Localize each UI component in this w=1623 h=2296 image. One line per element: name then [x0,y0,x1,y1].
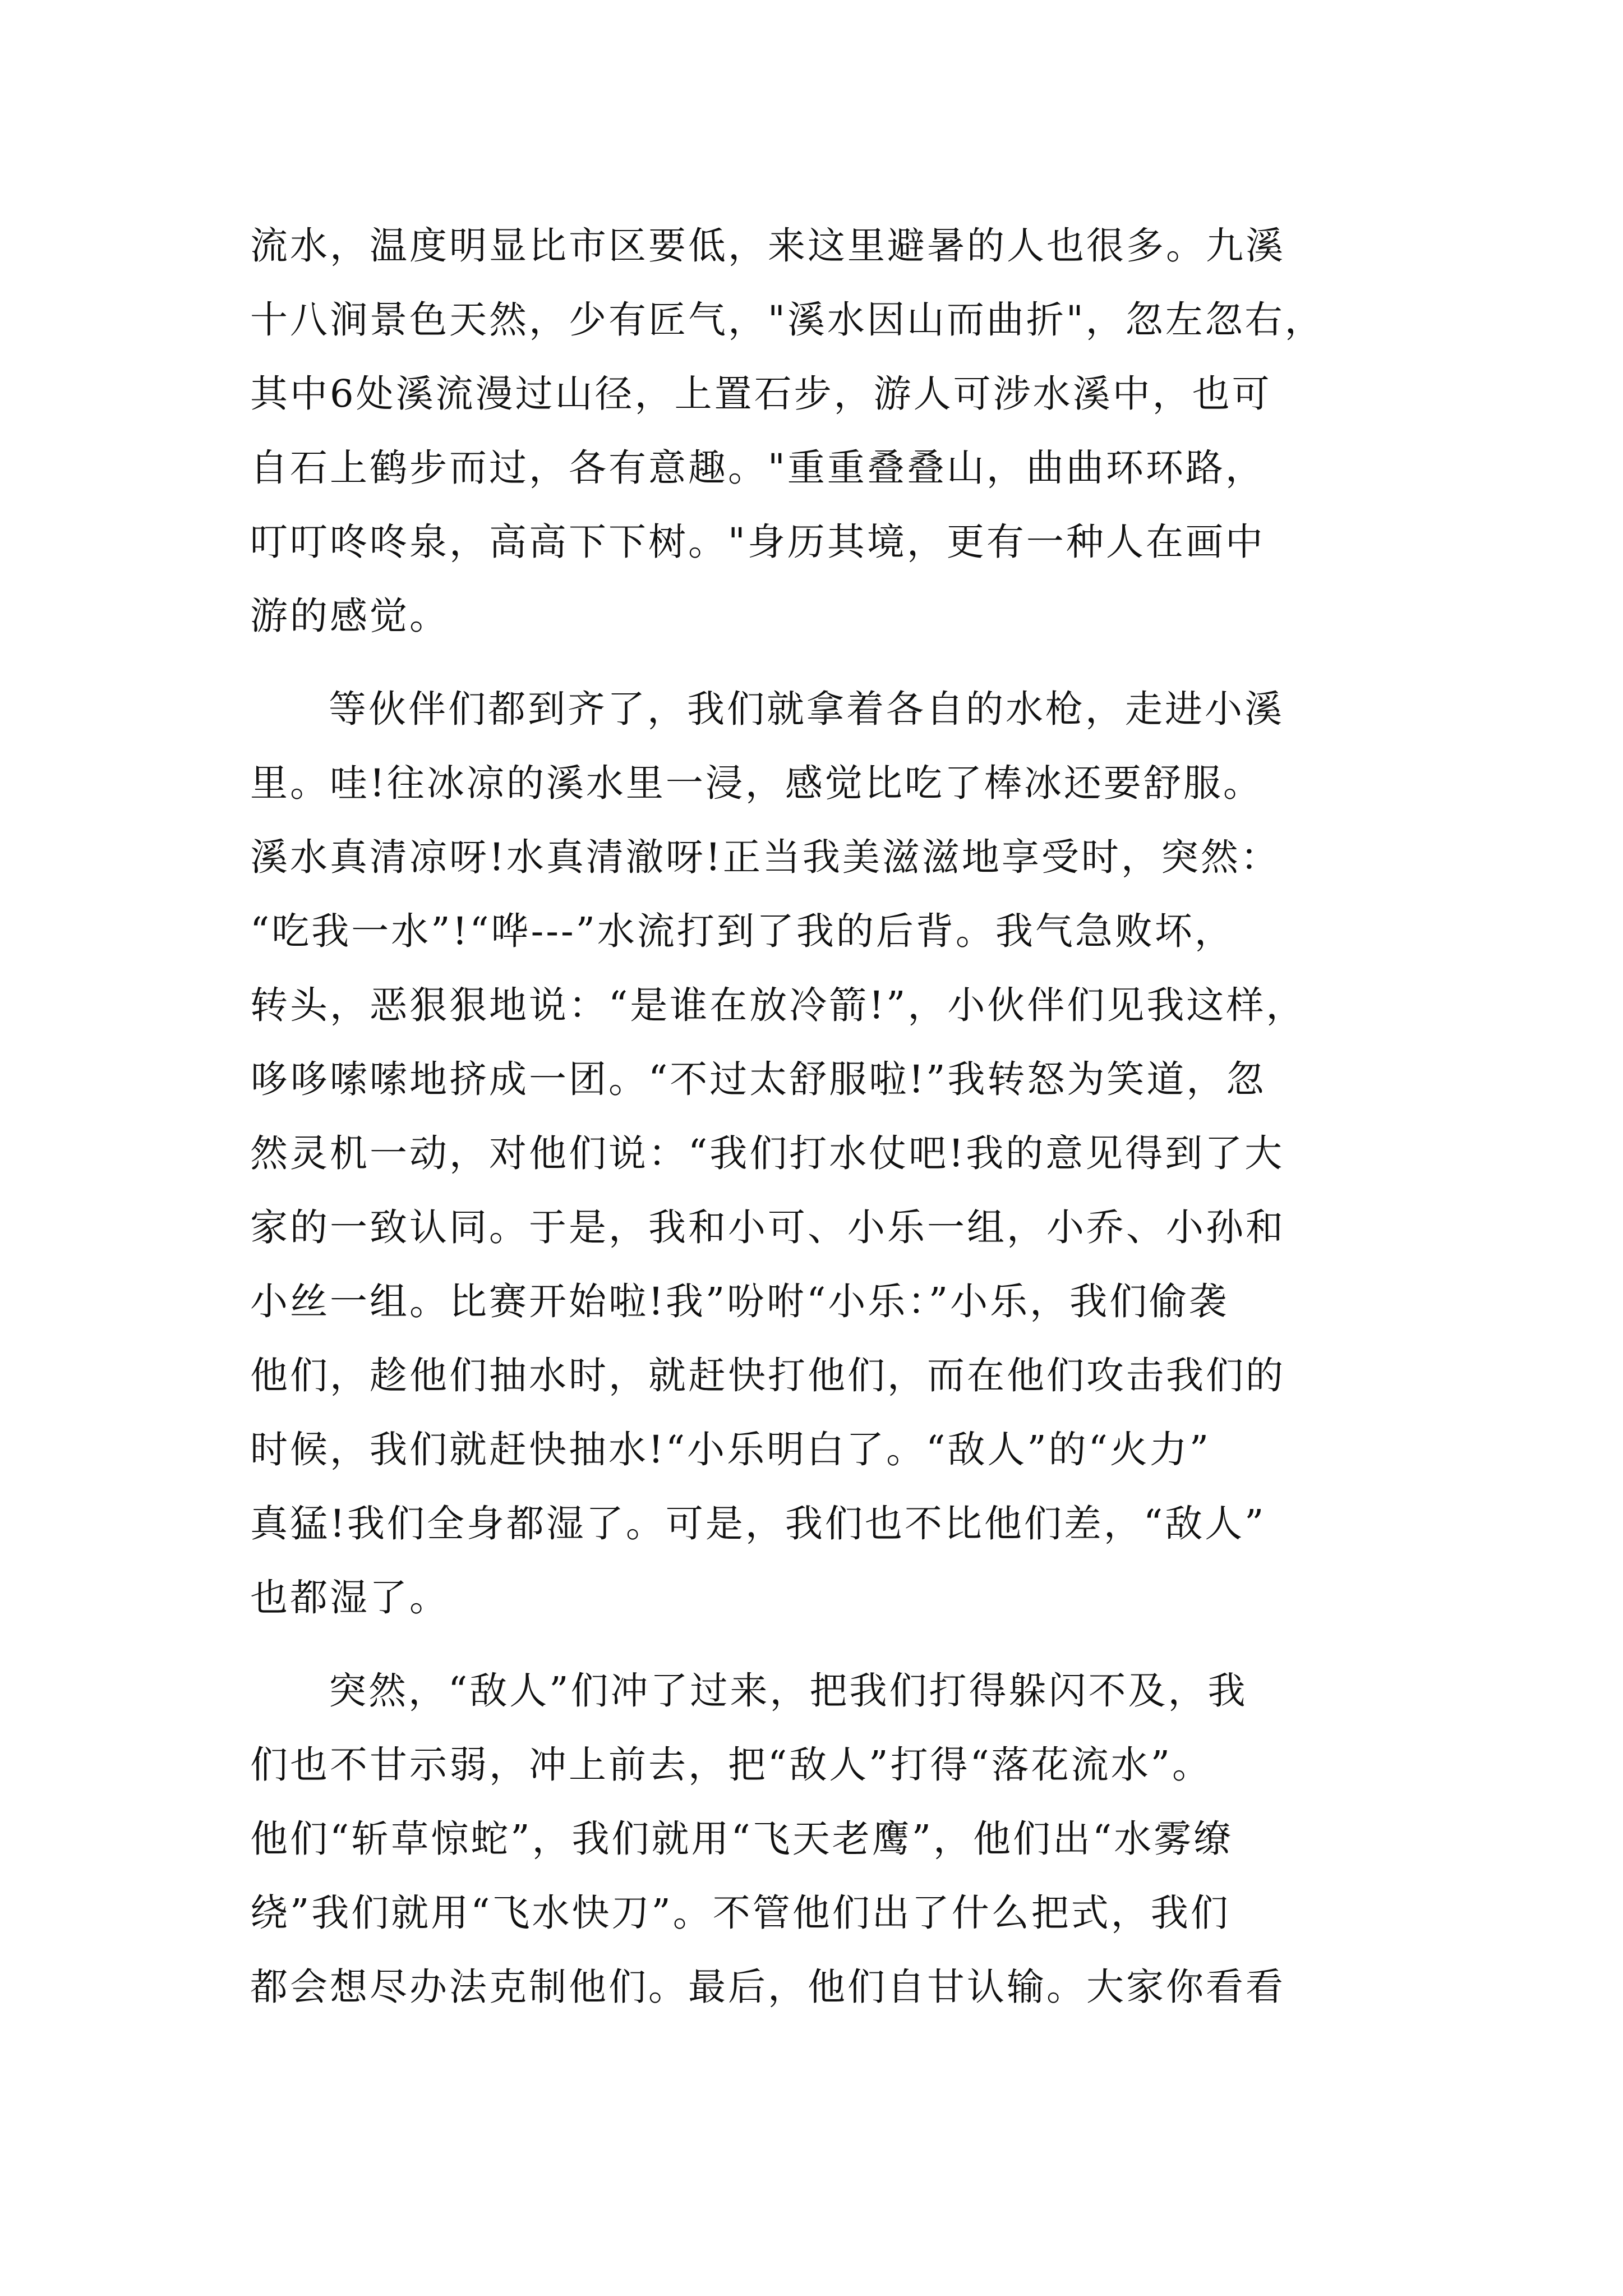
text-line: 等伙伴们都到齐了，我们就拿着各自的水枪，走进小溪 [329,687,1284,731]
text-line: 也都湿了。 [250,1576,449,1619]
text-line: 们也不甘示弱，冲上前去，把“敌人”打得“落花流水”。 [250,1743,1212,1787]
text-line: 哆哆嗦嗦地挤成一团。“不过太舒服啦!”我转怒为笑道，忽 [250,1057,1266,1101]
text-line: 溪水真清凉呀!水真清澈呀!正当我美滋滋地享受时，突然： [250,835,1280,879]
text-line: 真猛!我们全身都湿了。可是，我们也不比他们差，“敌人” [250,1502,1266,1545]
text-line: “吃我一水”!“哗---”水流打到了我的后背。我气急败坏， [250,909,1234,953]
text-line: 游的感觉。 [250,594,449,638]
text-line: 突然，“敌人”们冲了过来，把我们打得躲闪不及，我 [329,1669,1248,1713]
text-line: 十八涧景色天然，少有匠气，"溪水因山而曲折"，忽左忽右， [250,298,1325,342]
text-line: 绕”我们就用“飞水快刀”。不管他们出了什么把式，我们 [250,1891,1230,1935]
text-line: 家的一致认同。于是，我和小可、小乐一组，小乔、小孙和 [250,1205,1285,1249]
text-line: 转头，恶狠狠地说：“是谁在放冷箭!”，小伙伴们见我这样， [250,983,1306,1027]
paragraph-3 [250,1654,1377,2024]
text-line: 叮叮咚咚泉，高高下下树。"身历其境，更有一种人在画中 [250,520,1265,564]
text-line: 都会想尽办法克制他们。最后，他们自甘认输。大家你看看 [250,1965,1285,2009]
text-line: 小丝一组。比赛开始啦!我”吩咐“小乐：”小乐，我们偷袭 [250,1280,1229,1323]
text-line: 自石上鹤步而过，各有意趣。"重重叠叠山，曲曲环环路， [250,446,1265,490]
document-body [250,209,1377,2043]
text-line: 流水，温度明显比市区要低，来这里避暑的人也很多。九溪 [250,224,1285,268]
paragraph-1 [250,209,1377,653]
text-line: 他们“斩草惊蛇”，我们就用“飞天老鹰”，他们出“水雾缭 [250,1817,1234,1861]
text-line: 他们，趁他们抽水时，就赶快打他们，而在他们攻击我们的 [250,1354,1285,1397]
text-line: 时候，我们就赶快抽水!“小乐明白了。“敌人”的“火力” [250,1428,1211,1471]
text-line: 其中6处溪流漫过山径，上置石步，游人可涉水溪中，也可 [250,372,1272,416]
paragraph-2 [250,672,1377,1635]
text-line: 然灵机一动，对他们说：“我们打水仗吧!我的意见得到了大 [250,1131,1285,1175]
text-line: 里。哇!往冰凉的溪水里一浸，感觉比吃了棒冰还要舒服。 [250,761,1263,805]
